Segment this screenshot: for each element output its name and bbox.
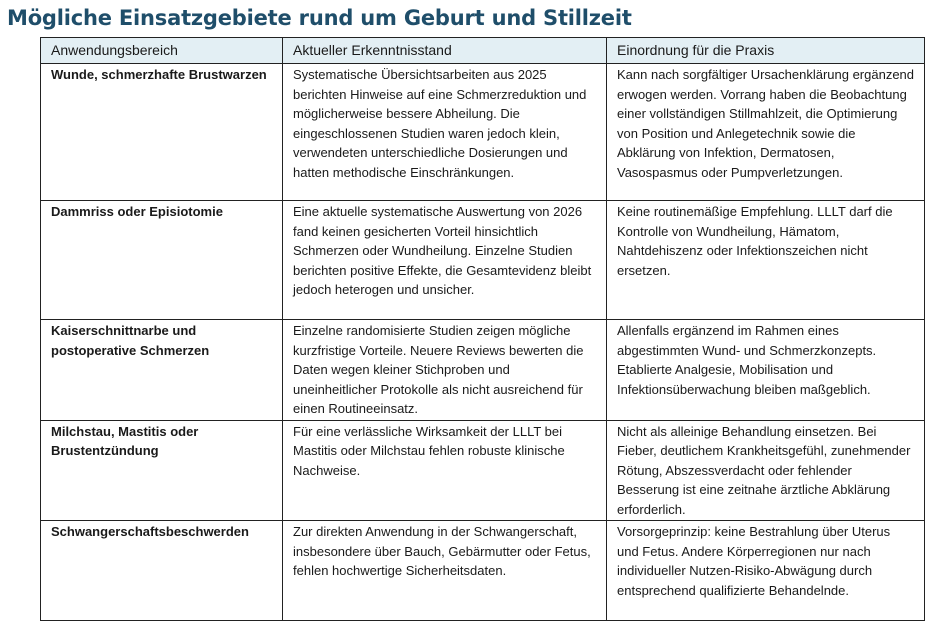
page-title: Mögliche Einsatzgebiete rund um Geburt und Stillzeit xyxy=(7,6,632,30)
practice-cell: Allenfalls ergänzend im Rahmen eines abgestimmten Wund- und Schmerzkonzepts. Etablierte Analgesie, Mobilisation und Infektionsüberwachung bleiben maßgeblich. xyxy=(607,320,925,421)
evidence-cell: Zur direkten Anwendung in der Schwangerschaft, insbesondere über Bauch, Gebärmutter oder Fetus, fehlen hochwertige Sicherheitsdaten. xyxy=(283,521,607,621)
table-row xyxy=(41,64,925,201)
table-row xyxy=(41,320,925,421)
column-header-evidence: Aktueller Erkenntnisstand xyxy=(283,38,607,64)
evidence-cell: Systematische Übersichtsarbeiten aus 2025 berichten Hinweise auf eine Schmerzreduktion und möglicherweise bessere Abheilung. Die eingeschlossenen Studien waren jedoch klein, verwendeten unterschiedliche Dosierungen und hatten methodische Einschränkungen. xyxy=(283,64,607,201)
practice-cell: Vorsorgeprinzip: keine Bestrahlung über Uterus und Fetus. Andere Körperregionen nur nach individueller Nutzen-Risiko-Abwägung durch entsprechend qualifizierte Behandelnde. xyxy=(607,521,925,621)
table-row xyxy=(41,420,925,521)
area-cell: Schwangerschaftsbeschwerden xyxy=(41,521,283,621)
evidence-table xyxy=(40,37,925,621)
evidence-cell: Einzelne randomisierte Studien zeigen mögliche kurzfristige Vorteile. Neuere Reviews bewerten die Daten wegen kleiner Stichproben und uneinheitlicher Protokolle als nicht ausreichend für einen Routineeinsatz. xyxy=(283,320,607,421)
area-cell: Wunde, schmerzhafte Brustwarzen xyxy=(41,64,283,201)
evidence-cell: Eine aktuelle systematische Auswertung von 2026 fand keinen gesicherten Vorteil hinsichtlich Schmerzen oder Wundheilung. Einzelne Studien berichten positive Effekte, die Gesamtevidenz bleibt jedoch heterogen und unsicher. xyxy=(283,201,607,320)
area-cell: Kaiserschnittnarbe und postoperative Schmerzen xyxy=(41,320,283,421)
table-header-row xyxy=(41,38,925,64)
area-cell: Dammriss oder Episiotomie xyxy=(41,201,283,320)
practice-cell: Keine routinemäßige Empfehlung. LLLT darf die Kontrolle von Wundheilung, Hämatom, Nahtdehiszenz oder Infektionszeichen nicht ersetzen. xyxy=(607,201,925,320)
practice-cell: Nicht als alleinige Behandlung einsetzen. Bei Fieber, deutlichem Krankheitsgefühl, zunehmender Rötung, Abszessverdacht oder fehlender Besserung ist eine zeitnahe ärztliche Abklärung erforderlich. xyxy=(607,420,925,521)
table-row xyxy=(41,521,925,621)
column-header-area: Anwendungsbereich xyxy=(41,38,283,64)
evidence-cell: Für eine verlässliche Wirksamkeit der LLLT bei Mastitis oder Milchstau fehlen robuste klinische Nachweise. xyxy=(283,420,607,521)
column-header-practice: Einordnung für die Praxis xyxy=(607,38,925,64)
table-row xyxy=(41,201,925,320)
practice-cell: Kann nach sorgfältiger Ursachenklärung ergänzend erwogen werden. Vorrang haben die Beobachtung einer vollständigen Stillmahlzeit, die Optimierung von Position und Anlegetechnik sowie die Abklärung von Infektion, Dermatosen, Vasospasmus oder Pumpverletzungen. xyxy=(607,64,925,201)
area-cell: Milchstau, Mastitis oder Brustentzündung xyxy=(41,420,283,521)
